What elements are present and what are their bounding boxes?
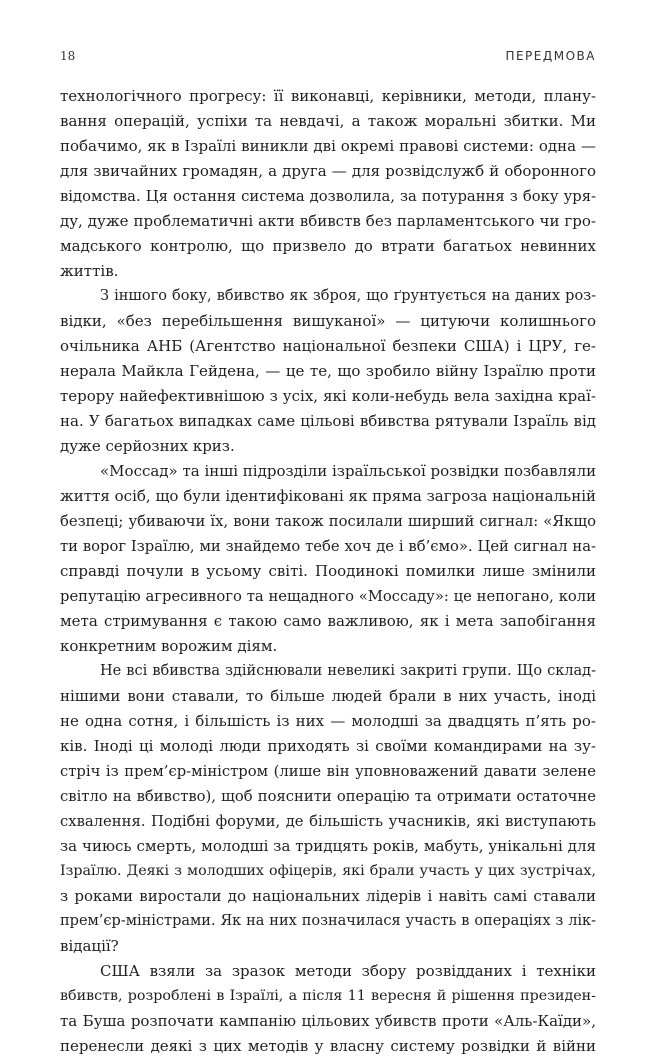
text-line: технологічного прогресу: її виконавці, керівники, методи, плану- (60, 87, 596, 105)
text-line: Не всі вбивства здійснювали невеликі закриті групи. Що склад- (100, 663, 596, 679)
text-line: ти ворог Ізраїлю, ми знайдемо тебе хоч де і вб’ємо». Цей сигнал на- (60, 538, 596, 555)
text-line: на. У багатьох випадках саме цільові вбивства рятували Ізраїль від (60, 412, 596, 430)
text-line: схвалення. Подібні форуми, де більшість учасників, які виступають (60, 813, 596, 830)
text-line: прем’єр-міністрами. Як на них позначилася участь в операціях з лік- (60, 913, 596, 929)
text-line: не одна сотня, і більшість із них — молодші за двадцять п’ять ро- (60, 712, 596, 730)
text-line: нерала Майкла Гейдена, — це те, що зробило війну Ізраїлю проти (60, 362, 596, 380)
page-number: 18 (60, 49, 76, 63)
text-line: нішими вони ставали, то більше людей брали в них участь, іноді (60, 687, 596, 705)
text-line: життів. (60, 262, 119, 280)
running-head: ПЕРЕДМОВА (505, 49, 596, 63)
text-line: Ізраїлю. Деякі з молодших офіцерів, які брали участь у цих зустрічах, (60, 863, 596, 879)
text-line: вання операцій, успіхи та невдачі, а також моральні збитки. Ми (60, 112, 596, 130)
text-line: побачимо, як в Ізраїлі виникли дві окремі правові системи: одна — (60, 137, 596, 155)
text-line: за чиюсь смерть, молодші за тридцять років, мабуть, унікальні для (60, 837, 596, 855)
text-line: З іншого боку, вбивство як зброя, що ґрунтується на даних роз- (100, 288, 596, 304)
text-line: дуже серйозних криз. (60, 437, 235, 455)
text-line: світло на вбивство), щоб пояснити операцію та отримати остаточне (60, 788, 596, 805)
text-line: очільника АНБ (Агентство національної безпеки США) і ЦРУ, ге- (60, 337, 596, 355)
text-line: перенесли деякі з цих методів у власну систему розвідки й війни (60, 1037, 596, 1055)
text-line: та Буша розпочати кампанію цільових убивств проти «Аль-Каїди», (60, 1012, 596, 1030)
text-line: репутацію агресивного та нещадного «Моссаду»: це непогано, коли (60, 588, 596, 605)
text-line: справді почули в усьому світі. Поодинокі помилки лише змінили (60, 562, 596, 580)
text-line: мадського контролю, що призвело до втрати багатьох невинних (60, 237, 596, 255)
text-line: конкретним ворожим діям. (60, 637, 278, 655)
text-line: відки, «без перебільшення вишуканої» — цитуючи колишнього (60, 312, 596, 330)
text-line: ків. Іноді ці молоді люди приходять зі своїми командирами на зу- (60, 737, 596, 755)
text-line: мета стримування є такою само важливою, як і мета запобігання (60, 612, 596, 630)
text-line: США взяли за зразок методи збору розвідданих і техніки (100, 962, 596, 980)
text-line: відомства. Ця остання система дозволила, за потурання з боку уря- (60, 188, 596, 205)
text-line: з роками виростали до національних лідерів і навіть самі ставали (60, 887, 596, 905)
body-text (60, 84, 596, 1059)
text-line: для звичайних громадян, а друга — для розвідслужб й оборонного (60, 162, 596, 180)
text-line: ду, дуже проблематичні акти вбивств без парламентського чи гро- (60, 212, 596, 230)
text-line: «Моссад» та інші підрозділи ізраїльської розвідки позбавляли (100, 462, 596, 480)
text-line: стріч із прем’єр-міністром (лише він уповноважений давати зелене (60, 763, 596, 780)
text-line: відації? (60, 937, 119, 955)
text-line: вбивств, розроблені в Ізраїлі, а після 11 вересня й рішення президен- (60, 988, 596, 1004)
text-line: життя осіб, що були ідентифіковані як пряма загроза національній (60, 487, 596, 505)
text-line: терору найефективнішою з усіх, які коли-небудь вела західна краї- (60, 387, 596, 405)
text-line: безпеці; убиваючи їх, вони також посилали ширший сигнал: «Якщо (60, 513, 596, 530)
